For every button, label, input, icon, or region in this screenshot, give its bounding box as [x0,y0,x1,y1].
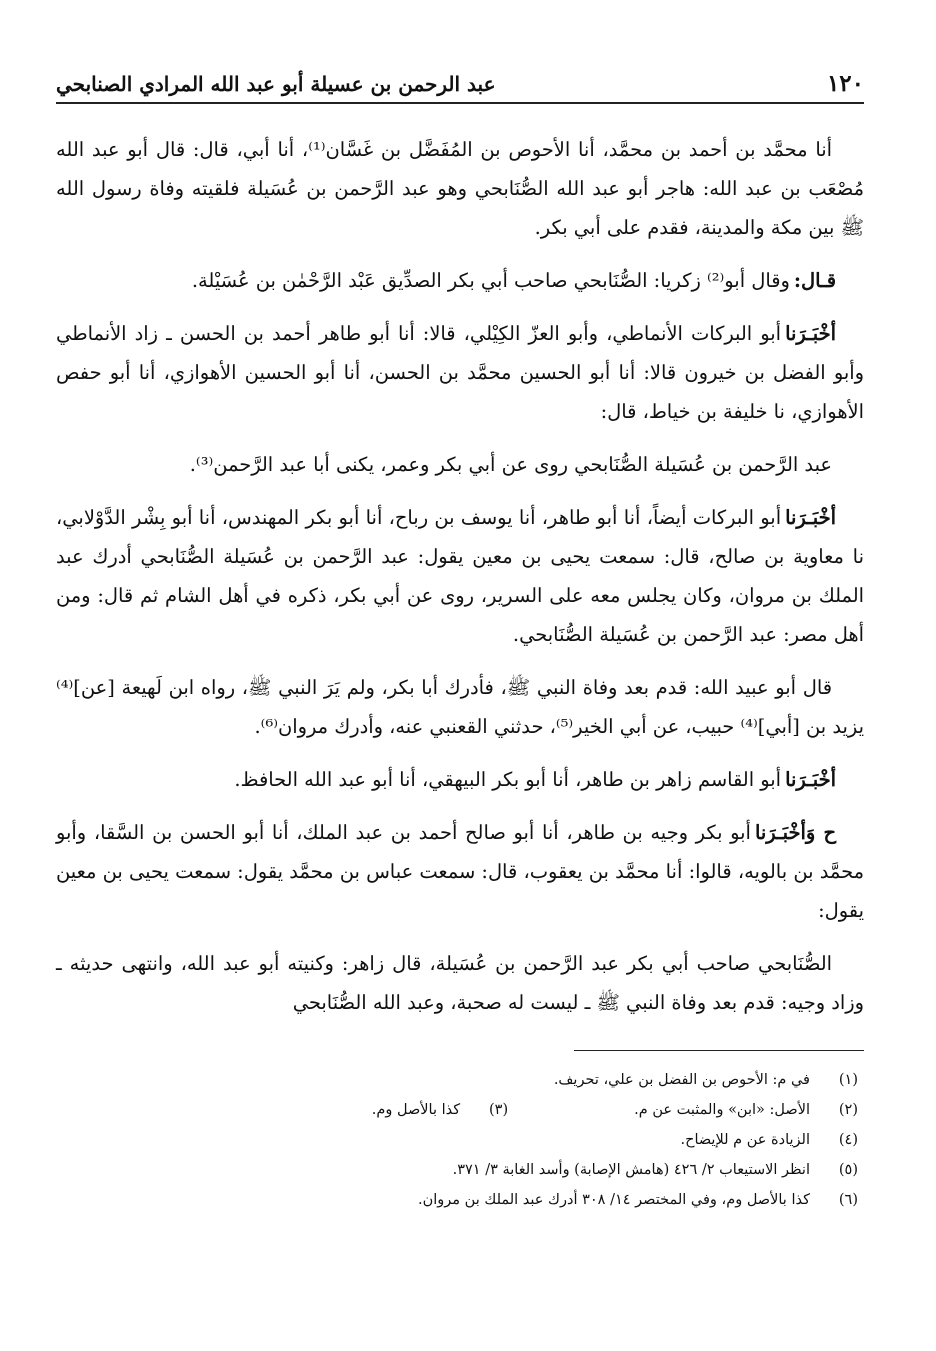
footnote: (٢) الأصل: «ابن» والمثبت عن م. [634,1102,858,1118]
footnotes [56,1065,864,1215]
footnote-pair [56,1095,864,1125]
paragraph: أخْبَـرَناأبو البركات أيضاً، أنا أبو طاهر، أنا يوسف بن رباح، أنا أبو بكر المهندس، أنا أبو بِشْر الدَّوْلابي، نا معاوية بن صالح، قال: سمعت يحيى بن معين يقول: عبد الرَّحمن بن عُسَيلة الصُّنَابحي أدرك عبد الملك بن مروان، وكان يجلس معه على السرير، روى عن أبي بكر، ذكره في أهل الشام ثم قال: ومن أهل مصر: عبد الرَّحمن بن عُسَيلة الصُّنَابحي. [56,506,864,646]
footnote: (٤) الزيادة عن م للإيضاح. [680,1132,858,1148]
footnote: (١) في م: الأحوص بن الفضل بن علي، تحريف. [553,1072,858,1088]
footnote: (٥) انظر الاستيعاب ٢/ ٤٢٦ (هامش الإصابة) وأسد الغابة ٣/ ٣٧١. [452,1162,858,1178]
page-number: ١٢٠ [826,70,864,97]
paragraph: أخْبَـرَناأبو البركات الأنماطي، وأبو العزّ الكِيْلي، قالا: أنا أبو طاهر أحمد بن الحسن ـ زاد الأنماطي وأبو الفضل بن خيرون قالا: أنا أبو الحسين محمَّد بن الحسن، أنا أبو الحسين الأهوازي، أنا أبو حفص الأهوازي، نا خليفة بن خياط، قال: [56,322,864,423]
paragraph: عبد الرَّحمن بن عُسَيلة الصُّنَابحي روى عن أبي بكر وعمر، يكنى أبا عبد الرَّحمن⁽³⁾. [189,453,832,476]
footnote: (٦) كذا بالأصل وم، وفي المختصر ١٤/ ٣٠٨ أدرك عبد الملك بن مروان. [418,1192,858,1208]
main-text [56,130,864,1022]
footnote: (٣) كذا بالأصل وم. [371,1102,509,1118]
running-title: عبد الرحمن بن عسيلة أبو عبد الله المرادي الصنابحي [56,72,496,96]
page-header [56,60,864,100]
paragraph: أنا محمَّد بن أحمد بن محمَّد، أنا الأحوص بن المُفَضَّل بن غَسَّان⁽¹⁾، أنا أبي، قال: قال أبو عبد الله مُصْعَب بن عبد الله: هاجر أبو عبد الله الصُّنَابحي وهو عبد الرَّحمن بن عُسَيلة فلقيته وفاة رسول الله ﷺ بين مكة والمدينة، فقدم على أبي بكر. [56,138,864,239]
page [56,60,864,1215]
header-rule [56,102,864,104]
paragraph: قـال:وقال أبو⁽²⁾ زكريا: الصُّنَابحي صاحب أبي بكر الصدِّيق عَبْد الرَّحْمٰن بن عُسَيْلة. [191,269,836,292]
footnote-rule [574,1050,864,1051]
paragraph: قال أبو عبيد الله: قدم بعد وفاة النبي ﷺ، فأدرك أبا بكر، ولم يَرَ النبي ﷺ، رواه ابن لَهيعة [عن]⁽⁴⁾ يزيد بن [أبي]⁽⁴⁾ حبيب، عن أبي الخير⁽⁵⁾، حدثني القعنبي عنه، وأدرك مروان⁽⁶⁾. [56,676,864,738]
paragraph: أخْبَـرَناأبو القاسم زاهر بن طاهر، أنا أبو بكر البيهقي، أنا أبو عبد الله الحافظ. [234,768,836,791]
paragraph: ح وَأخْبَـرَناأبو بكر وجيه بن طاهر، أنا أبو صالح أحمد بن عبد الملك، أنا أبو الحسن بن السَّقا، وأبو محمَّد بن بالويه، قالوا: أنا محمَّد بن يعقوب، قال: سمعت عباس بن محمَّد يقول: سمعت يحيى بن معين يقول: [56,821,864,922]
paragraph: الصُّنَابحي صاحب أبي بكر عبد الرَّحمن بن عُسَيلة، قال زاهر: وكنيته أبو عبد الله، وانتهى حديثه ـ وزاد وجيه: قدم بعد وفاة النبي ﷺ ـ ليست له صحبة، وعبد الله الصُّنَابحي [56,952,864,1014]
